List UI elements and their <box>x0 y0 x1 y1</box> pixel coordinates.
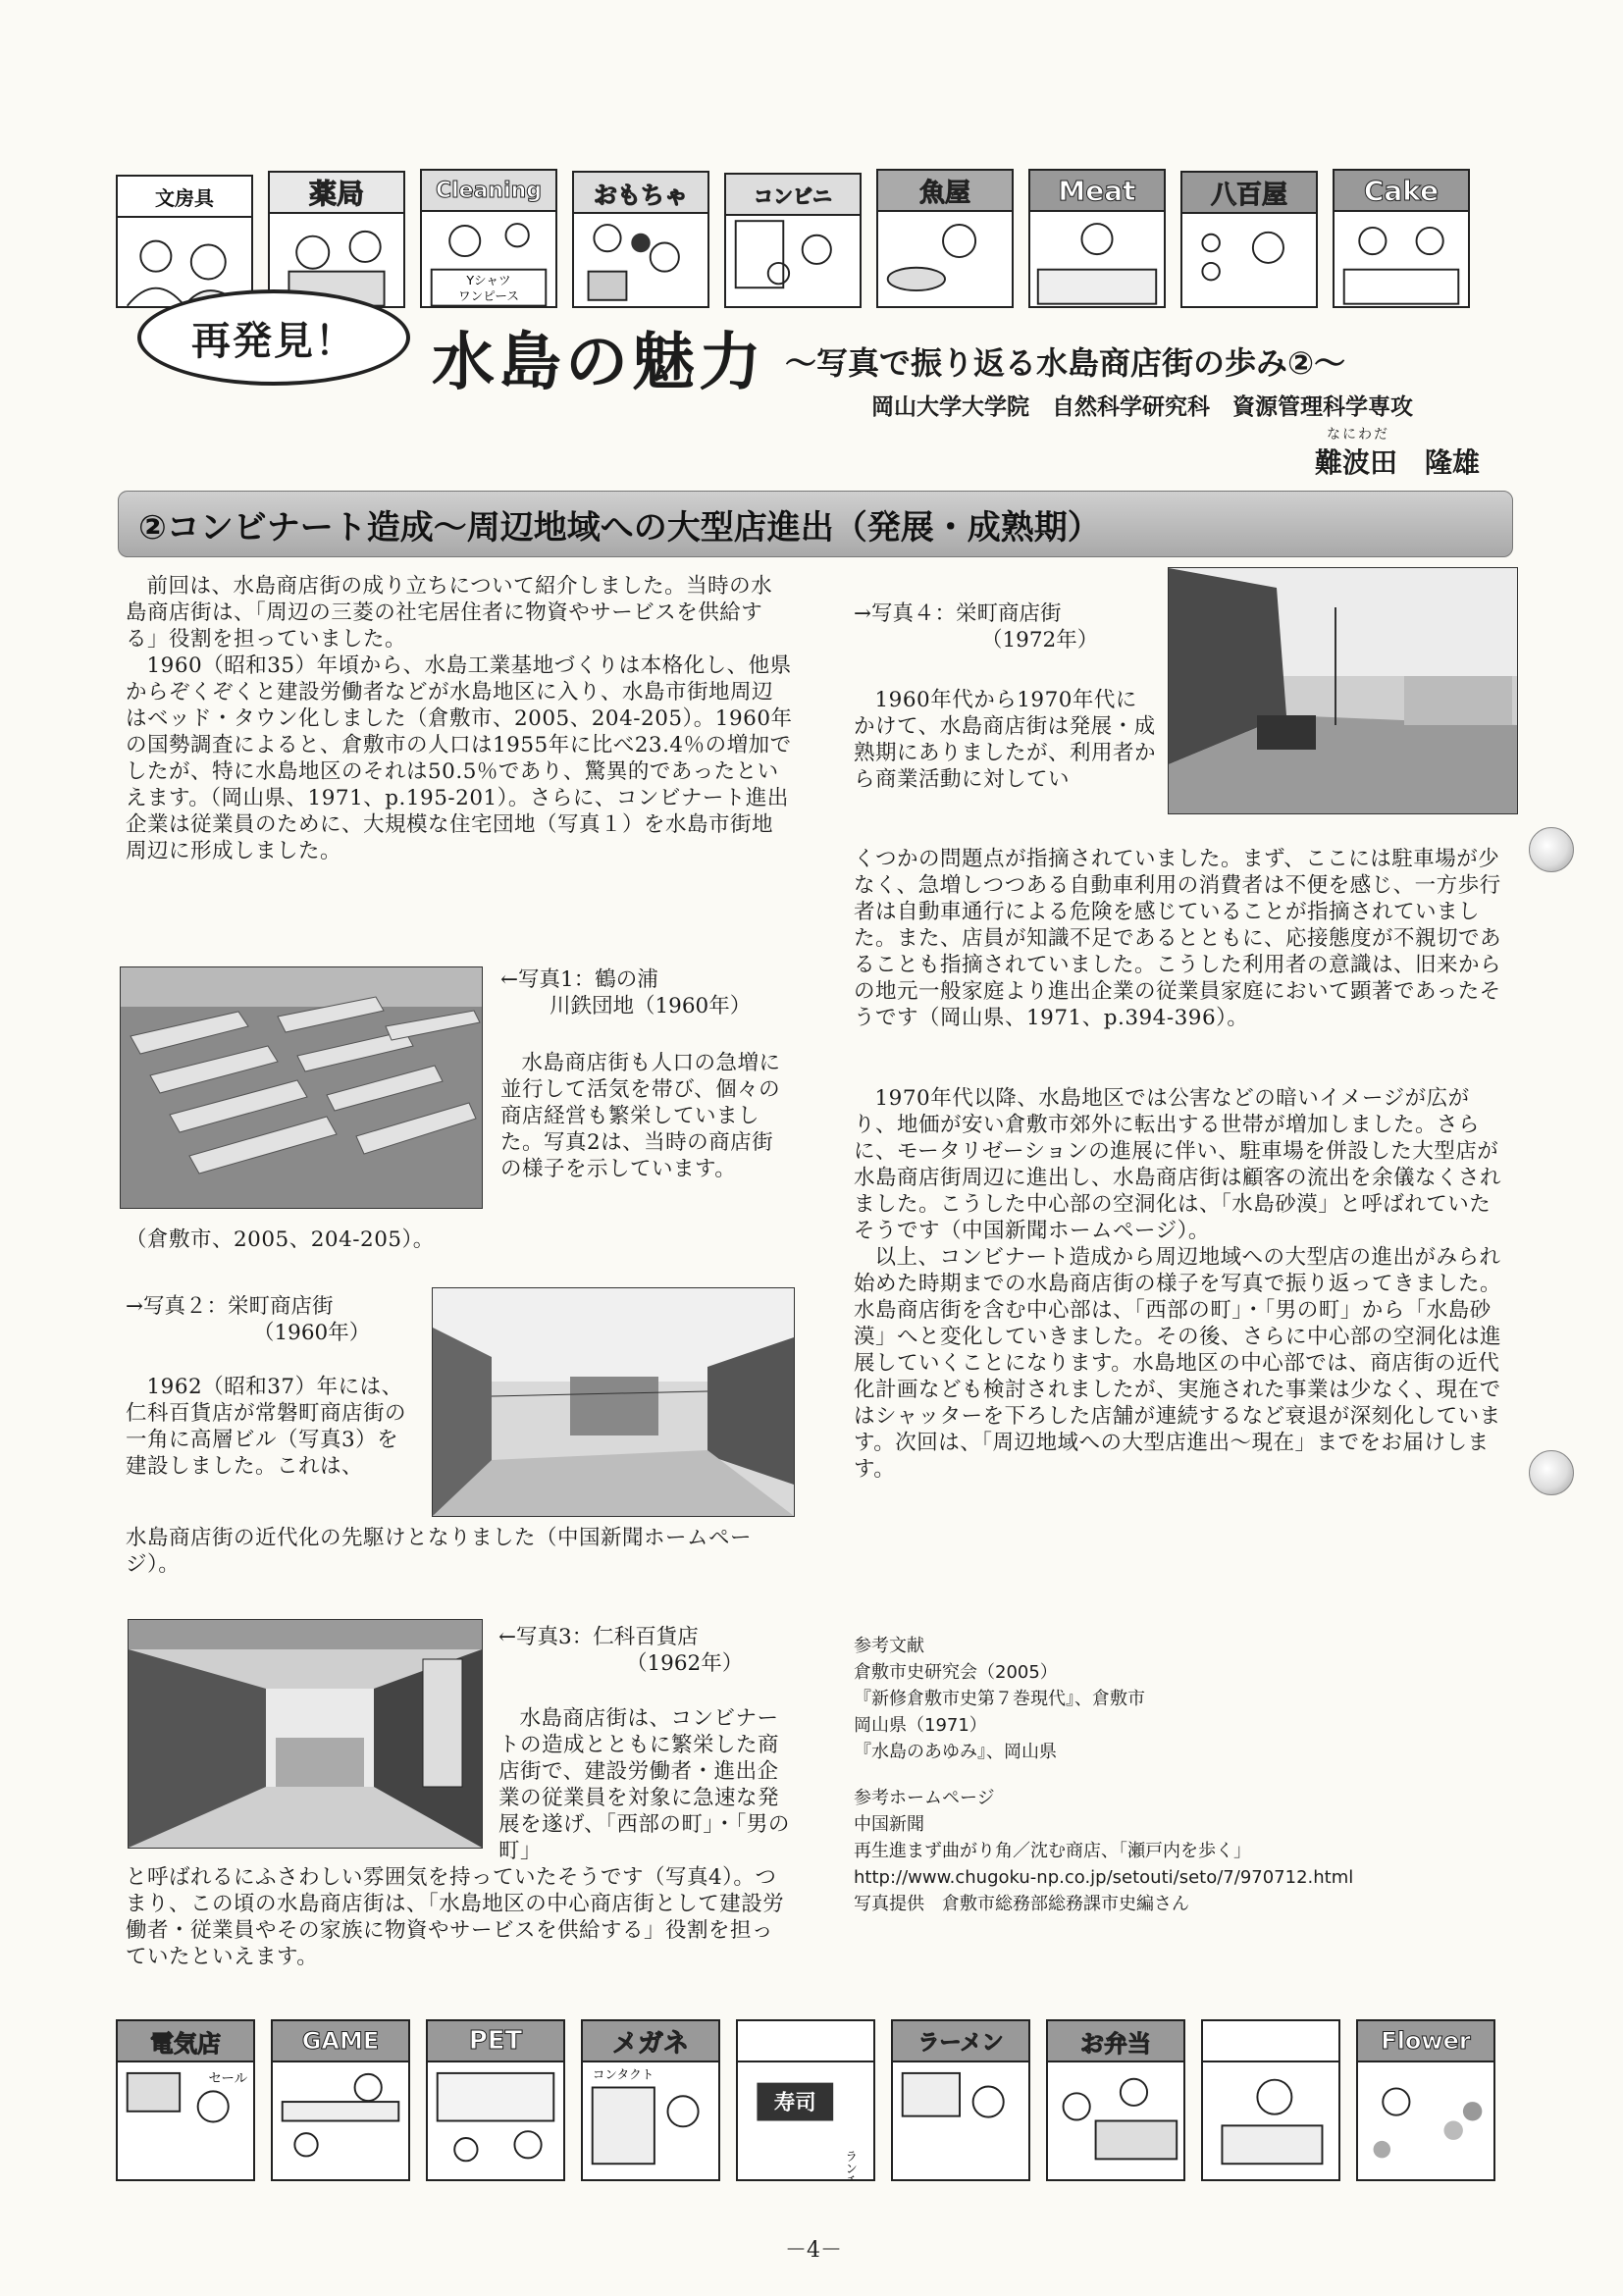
shop-stationery <box>116 175 253 308</box>
shop-meat <box>1028 169 1166 308</box>
left-para-5 <box>498 1705 793 1864</box>
web-references-title: 参考ホームページ <box>854 1788 995 1808</box>
shop-sign <box>1203 2021 1338 2062</box>
photo-4-sakaemachi-1972 <box>1168 567 1518 814</box>
photo-3-image <box>129 1620 482 1848</box>
shop-game <box>271 2019 410 2181</box>
caption-line: ←写真1：鶴の浦 <box>500 967 658 992</box>
left-para-4 <box>126 1374 420 1480</box>
caption-line: ←写真3：仁科百貨店 <box>498 1625 699 1649</box>
photo-3-caption <box>498 1624 793 1677</box>
shop-sign: お弁当 <box>1048 2021 1183 2062</box>
shop-electronics <box>116 2019 255 2181</box>
photo-2-sakaemachi-1960 <box>432 1287 795 1517</box>
photo-1-image <box>121 967 482 1208</box>
binder-hole-bottom <box>1529 1450 1574 1495</box>
shop-convenience <box>724 173 862 308</box>
paragraph: 1970年代以降、水島地区では公害などの暗いイメージが広がり、地価が安い倉敷市郊外に転出する世帯が増加しました。さらに、モータリゼーションの進展に伴い、駐車場を併設した大型店が水島商店街周辺に進出し、水島商店街は顧客の流出を余儀なくされました。こうした中心部の空洞化は、「水島砂漠」と呼ばれていたそうです（中国新聞ホームページ）。 <box>854 1086 1502 1243</box>
reference-item: 『水島のあゆみ』、岡山県 <box>854 1742 1057 1762</box>
shop-sign: Flower <box>1358 2021 1493 2062</box>
svg-text:セール: セール <box>208 2070 248 2087</box>
page-number: －4－ <box>785 2238 842 2263</box>
paragraph: 以上、コンビナート造成から周辺地域への大型店の進出がみられ始めた時期までの水島商店街の様子を写真で振り返ってきました。水島商店街を含む中心部は、「西部の町」・「男の町」から「水島砂漠」へと変化していきました。その後、さらに中心部の空洞化は進展していくことになります。水島地区の中心部では、商店街の近代化計画なども検討されましたが、実施された事業は少なく、現在ではシャッターを下ろした店舗が連続するなど衰退が深刻化しています。次回は、「周辺地域への大型店進出～現在」までをお届けします。 <box>854 1245 1502 1482</box>
shop-pharmacy <box>268 171 405 308</box>
paragraph: 1962（昭和37）年には、仁科百貨店が常磐町商店街の一角に高層ビル（写真3）を建設しました。これは、 <box>126 1375 407 1479</box>
author-name: 難波田 隆雄 <box>1315 446 1481 479</box>
section-heading-bar <box>118 491 1513 557</box>
left-para-3 <box>500 1050 795 1182</box>
left-para-3-tail: （倉敷市、2005、204-205）。 <box>126 1227 435 1252</box>
binder-hole-top <box>1529 827 1574 872</box>
shop-pet <box>426 2019 565 2181</box>
shop-sign: 文房具 <box>118 177 251 218</box>
shop-sushi <box>736 2019 875 2181</box>
photo-2-image <box>433 1288 794 1516</box>
page-subtitle: ～写真で振り返る水島商店街の歩み②～ <box>785 344 1346 382</box>
reference-item: 岡山県（1971） <box>854 1715 987 1736</box>
shop-glasses <box>581 2019 720 2181</box>
photo-3-nishina-department-store <box>128 1619 483 1849</box>
caption-line: 川鉄団地（1960年） <box>550 994 752 1018</box>
svg-text:コンタクト: コンタクト <box>592 2066 654 2082</box>
shop-sign: 電気店 <box>118 2021 253 2062</box>
references <box>854 1633 1511 1917</box>
svg-text:Yシャツ: Yシャツ <box>466 273 511 288</box>
shop-sign <box>738 2021 873 2062</box>
web-reference-item: 中国新聞 <box>854 1814 924 1835</box>
shop-sign: Meat <box>1030 171 1164 212</box>
svg-text:ワンピース: ワンピース <box>458 287 519 303</box>
right-para-1-rest: くつかの問題点が指摘されていました。まず、ここには駐車場が少なく、急増しつつある自動車利用の消費者は不便を感じ、一方歩行者は自動車通行による危険を感じていることが指摘されていました。また、店員が知識不足であるとともに、応接態度が不親切であることも指摘されていました。こうした利用者の意識は、旧来からの地元一般家庭より進出企業の従業員家庭において顕著であったそうです（岡山県、1971、p.394-396）。 <box>854 847 1502 1030</box>
photo-2-caption <box>126 1293 420 1346</box>
shop-greengrocer <box>1180 171 1318 308</box>
shop-sign: GAME <box>273 2021 408 2062</box>
shop-sign: PET <box>428 2021 563 2062</box>
author-ruby: なにわだ <box>1327 427 1389 443</box>
svg-text:寿司: 寿司 <box>773 2090 816 2115</box>
shop-sign: 薬局 <box>270 173 403 214</box>
photo-4-caption <box>854 600 1148 653</box>
shop-cleaning <box>420 169 557 308</box>
left-para-5-tail: と呼ばれるにふさわしい雰囲気を持っていたそうです（写真4）。つまり、この頃の水島商店街は、「水島地区の中心商店街として建設労働者・従業員やその家族に物資やサービスを供給する」役割を担っていたといえます。 <box>126 1865 785 1969</box>
shop-sign: メガネ <box>583 2021 718 2062</box>
top-shop-banner <box>116 169 1509 311</box>
shop-toys <box>572 171 709 308</box>
reference-item: 倉敷市史研究会（2005） <box>854 1662 1058 1683</box>
shop-sign: コンビニ <box>726 175 860 216</box>
photo-1-caption <box>500 966 795 1019</box>
badge-text: 再発見！ <box>191 318 356 364</box>
shop-cake <box>1333 169 1470 308</box>
shop-bakery <box>1201 2019 1340 2181</box>
shop-sign: おもちゃ <box>574 173 707 214</box>
page-title: 水島の魅力 <box>432 327 765 399</box>
paragraph: 1960年代から1970年代にかけて、水島商店街は発展・成熟期にありましたが、利用者から商業活動に対してい <box>854 688 1157 792</box>
paragraph: 1960（昭和35）年頃から、水島工業基地づくりは本格化し、他県からぞくぞくと建設労働者などが水島地区に入り、水島市街地周辺はベッド・タウン化しました（倉敷市、2005、204-205）。1960年の国勢調査によると、倉敷市の人口は1955年に比べ23.4％の増加でしたが、特に水島地区のそれは50.5％であり、驚異的であったといえます。（岡山県、1971、p.195-201）。さらに、コンビナート進出企業は従業員のために、大規模な住宅団地（写真１）を水島市街地周辺に形成しました。 <box>126 653 793 863</box>
caption-line: （1962年） <box>626 1651 744 1676</box>
right-para-1-wrap <box>854 687 1158 793</box>
photo-1-housing-estate <box>120 966 483 1209</box>
shop-flower <box>1356 2019 1495 2181</box>
shop-fish <box>876 169 1014 308</box>
caption-line: →写真４：栄町商店街 <box>854 601 1062 626</box>
web-reference-url[interactable]: http://www.chugoku-np.co.jp/setouti/seto/7/970712.html <box>854 1867 1354 1888</box>
shop-ramen <box>891 2019 1030 2181</box>
caption-line: →写真２：栄町商店街 <box>126 1294 334 1319</box>
section-heading: ②コンビナート造成～周辺地域への大型店進出（発展・成熟期） <box>138 507 1101 548</box>
shop-sign: Cake <box>1335 171 1468 212</box>
left-para-4-tail: 水島商店街の近代化の先駆けとなりました（中国新聞ホームページ）。 <box>126 1526 753 1577</box>
svg-text:ランチ: ランチ <box>843 2149 859 2179</box>
caption-line: （1960年） <box>253 1321 371 1345</box>
bottom-shop-banner <box>116 2019 1509 2186</box>
references-title: 参考文献 <box>854 1636 924 1656</box>
photo-4-image <box>1169 568 1517 813</box>
left-intro <box>126 573 793 864</box>
caption-line: （1972年） <box>981 628 1099 652</box>
photo-credit: 写真提供 倉敷市総務部総務課市史編さん <box>854 1894 1189 1914</box>
right-paras <box>854 1085 1511 1483</box>
shop-bento <box>1046 2019 1185 2181</box>
shop-sign: Cleaning <box>422 171 555 212</box>
paragraph: 水島商店街も人口の急増に並行して活気を帯び、個々の商店経営も繁栄していました。写真2は、当時の商店街の様子を示しています。 <box>500 1051 781 1181</box>
reference-item: 『新修倉敷市史第７巻現代』、倉敷市 <box>854 1689 1145 1709</box>
web-reference-item: 再生進まず曲がり角／沈む商店、「瀬戸内を歩く」 <box>854 1841 1251 1861</box>
paragraph: 前回は、水島商店街の成り立ちについて紹介しました。当時の水島商店街は、「周辺の三菱の社宅居住者に物資やサービスを供給する」役割を担っていました。 <box>126 574 773 652</box>
paragraph: 水島商店街は、コンビナートの造成とともに繁栄した商店街で、建設労働者・進出企業の従業員を対象に急速な発展を遂げ、「西部の町」・「男の町」 <box>498 1706 790 1863</box>
shop-sign: 八百屋 <box>1182 173 1316 214</box>
shop-sign: ラーメン <box>893 2021 1028 2062</box>
shop-sign: 魚屋 <box>878 171 1012 212</box>
rediscovery-badge <box>137 289 410 386</box>
author-affiliation: 岡山大学大学院 自然科学研究科 資源管理科学専攻 <box>871 394 1413 420</box>
